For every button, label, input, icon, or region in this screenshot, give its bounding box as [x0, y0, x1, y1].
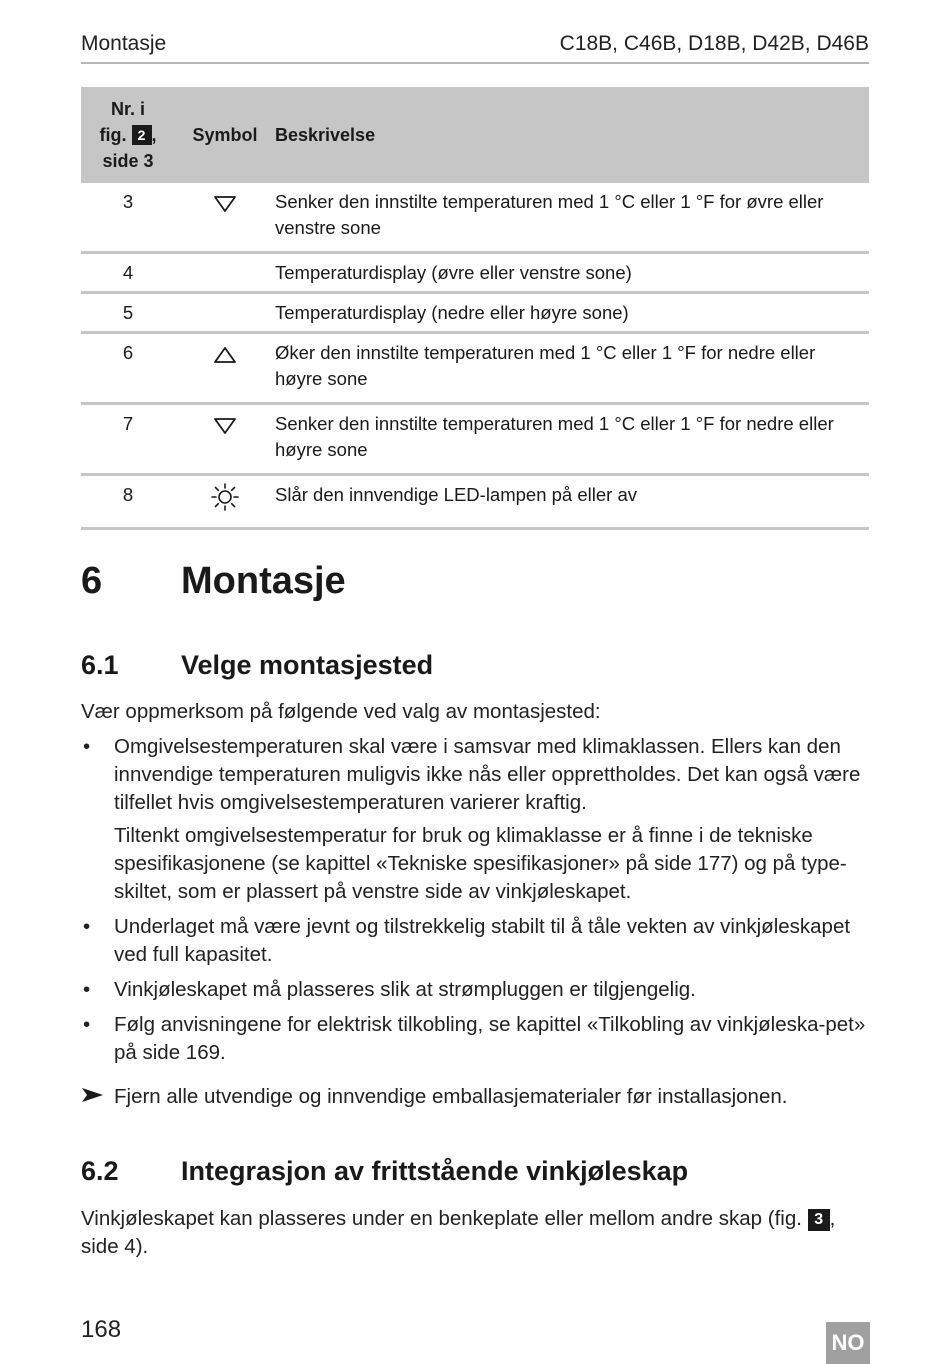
section-heading-6-1	[81, 650, 433, 681]
row-desc: Senker den innstilte temperaturen med 1 °C eller 1 °F for øvre eller venstre sone	[275, 191, 824, 238]
intro-paragraph: Vær oppmerksom på følgende ved valg av montasjested:	[81, 700, 601, 723]
running-header-models: C18B, C46B, D18B, D42B, D46B	[559, 32, 869, 55]
section-6-2-paragraph	[81, 1205, 871, 1261]
row-nr: 4	[122, 262, 134, 283]
col-nr-header	[81, 96, 175, 174]
list-item-text: Følg anvisningene for elektrisk tilkobling, se kapittel «Tilkobling av vinkjøleska-pet» på side 169.	[114, 1013, 866, 1064]
table-row	[81, 254, 869, 294]
triangle-down-icon	[213, 417, 237, 435]
list-item	[81, 976, 871, 1004]
chapter-heading	[81, 560, 346, 603]
paragraph-text-line2: side 4).	[81, 1235, 149, 1258]
col-desc-header: Beskrivelse	[275, 124, 376, 145]
col-nr-line1: Nr. i	[110, 99, 145, 119]
row-desc: Senker den innstilte temperaturen med 1 °C eller 1 °F for nedre eller høyre sone	[275, 413, 834, 460]
col-symbol-header: Symbol	[192, 124, 258, 145]
col-nr-line3: side 3	[102, 151, 154, 171]
row-desc: Temperaturdisplay (nedre eller høyre sone)	[275, 302, 629, 323]
col-nr-comma: ,	[151, 125, 157, 145]
section-number: 6.2	[81, 1156, 119, 1186]
col-nr-fig: fig.	[99, 125, 127, 145]
list-item-continuation: Tiltenkt omgivelsestemperatur for bruk og klimaklasse er å finne i de tekniske spesifikasjonene (se kapittel «Tekniske spesifikasjoner» på side 177) og på type-skiltet, som er plassert på venstre side av vinkjøleskapet.	[114, 824, 847, 903]
chapter-number: 6	[81, 560, 103, 602]
page-number: 168	[81, 1316, 122, 1343]
list-item-text: Omgivelsestemperaturen skal være i samsvar med klimaklassen. Ellers kan den innvendige temperaturen muligvis ikke nås eller opprettholdes. Det kan også være tilfellet hvis omgivelsestemperaturen varierer kraftig.	[114, 735, 861, 814]
row-nr: 6	[122, 342, 134, 363]
row-nr: 7	[122, 413, 134, 434]
step-text: Fjern alle utvendige og innvendige emballasjematerialer før installasjonen.	[114, 1085, 788, 1108]
figure-chip: 3	[808, 1209, 830, 1231]
list-item	[81, 1011, 871, 1067]
list-item-text: Underlaget må være jevnt og tilstrekkelig stabilt til å tåle vekten av vinkjøleskapet ved full kapasitet.	[114, 915, 851, 966]
col-nr-line2	[81, 122, 175, 148]
table-row	[81, 294, 869, 334]
figure-chip: 2	[132, 125, 152, 145]
arrow-right-icon	[81, 1083, 105, 1115]
list-item	[81, 733, 871, 817]
paragraph-text-comma: ,	[829, 1207, 836, 1230]
instruction-step	[81, 1083, 871, 1111]
list-item	[81, 913, 871, 969]
row-desc: Øker den innstilte temperaturen med 1 °C eller 1 °F for nedre eller høyre sone	[275, 342, 816, 389]
section-heading-6-2	[81, 1156, 688, 1187]
sun-light-icon	[210, 482, 240, 512]
language-tab: NO	[826, 1322, 870, 1364]
section-number: 6.1	[81, 650, 119, 680]
paragraph-text: Vinkjøleskapet kan plasseres under en benkeplate eller mellom andre skap (fig.	[81, 1207, 802, 1230]
table-row	[81, 476, 869, 530]
symbol-table	[81, 87, 869, 530]
header-rule	[81, 62, 869, 64]
triangle-down-icon	[213, 195, 237, 213]
row-nr: 5	[122, 302, 134, 323]
table-row	[81, 334, 869, 405]
section-title: Integrasjon av frittstående vinkjøleskap	[181, 1156, 689, 1186]
bullet-dot: •	[83, 735, 91, 758]
row-desc: Temperaturdisplay (øvre eller venstre sone)	[275, 262, 632, 283]
triangle-up-icon	[213, 346, 237, 364]
table-header	[81, 87, 869, 183]
table-row	[81, 183, 869, 254]
list-item-text: Vinkjøleskapet må plasseres slik at strømpluggen er tilgjengelig.	[114, 978, 696, 1001]
bullet-dot: •	[83, 978, 91, 1001]
row-nr: 3	[122, 191, 134, 212]
bullet-dot: •	[83, 915, 91, 938]
bullet-dot: •	[83, 1013, 91, 1036]
section-title: Velge montasjested	[181, 650, 434, 680]
chapter-title: Montasje	[181, 560, 346, 602]
row-desc: Slår den innvendige LED-lampen på eller av	[275, 484, 637, 505]
row-nr: 8	[122, 484, 134, 505]
running-header-section: Montasje	[81, 32, 167, 55]
requirements-list	[81, 733, 871, 1111]
table-row	[81, 405, 869, 476]
